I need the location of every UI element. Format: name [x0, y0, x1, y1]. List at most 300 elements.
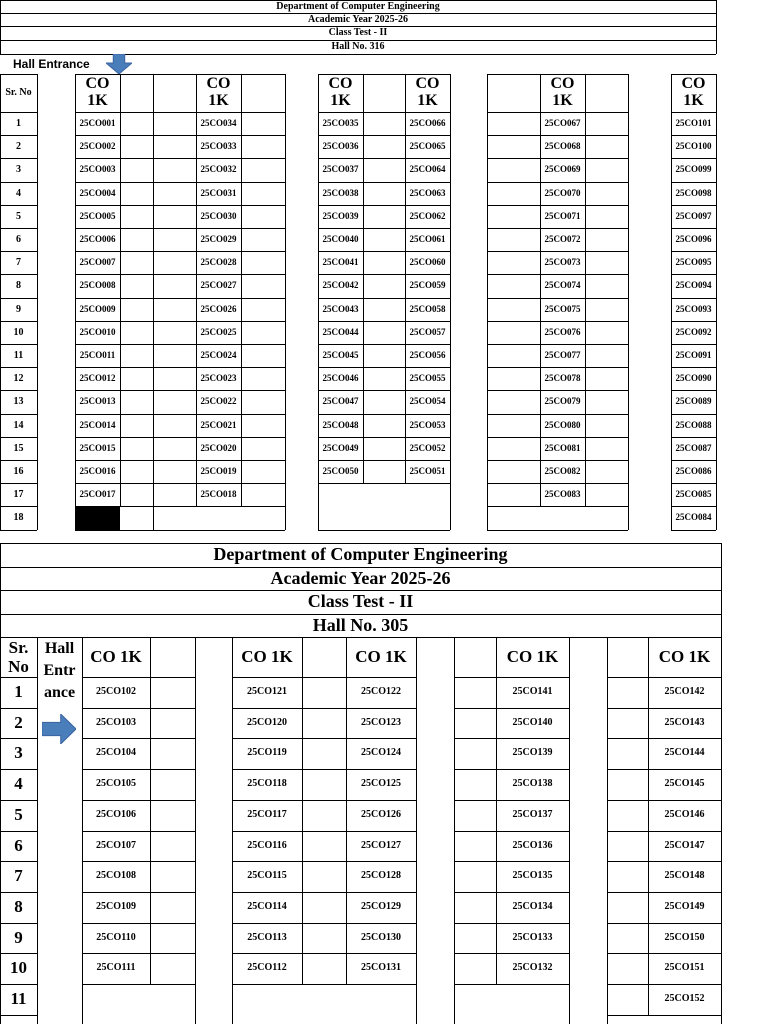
grid-line	[318, 530, 450, 531]
grid-line	[496, 800, 569, 801]
hall305-sr-number: 5	[14, 804, 23, 824]
grid-line	[540, 158, 585, 159]
grid-line	[75, 251, 120, 252]
hall305-sr-number: 8	[14, 896, 23, 916]
grid-line	[585, 158, 628, 159]
column-header-1k: 1K	[417, 92, 438, 109]
roll-number-cell: 25CO113	[247, 931, 287, 943]
roll-number-cell: 25CO062	[409, 210, 446, 221]
grid-line	[496, 708, 569, 709]
grid-line	[0, 530, 37, 531]
grid-line	[153, 390, 196, 391]
roll-number-cell: 25CO080	[544, 419, 581, 430]
roll-number-cell: 25CO010	[79, 326, 116, 337]
hall305-sr-number: 4	[14, 774, 23, 794]
grid-line	[232, 892, 302, 893]
roll-number-cell: 25CO005	[79, 210, 116, 221]
column-header-co-1k: CO 1K	[506, 647, 559, 666]
grid-line	[153, 414, 196, 415]
roll-number-cell: 25CO133	[512, 931, 553, 943]
grid-line	[346, 738, 416, 739]
grid-line	[487, 251, 540, 252]
grid-line	[648, 892, 721, 893]
roll-number-cell: 25CO038	[322, 187, 359, 198]
grid-line	[196, 298, 241, 299]
grid-line	[153, 530, 285, 531]
grid-line	[346, 677, 416, 678]
grid-line	[82, 953, 150, 954]
grid-line	[405, 112, 450, 113]
grid-line	[454, 923, 496, 924]
grid-line	[302, 831, 346, 832]
grid-line	[671, 321, 716, 322]
grid-line	[75, 274, 120, 275]
grid-line	[241, 112, 285, 113]
roll-number-cell: 25CO053	[409, 419, 446, 430]
grid-line	[454, 738, 496, 739]
hall316-sr-number: 5	[16, 210, 21, 222]
roll-number-cell: 25CO086	[675, 466, 712, 476]
grid-line	[585, 483, 628, 484]
hall305-hall-entrance-label: Entr	[43, 662, 76, 679]
grid-line	[405, 135, 450, 136]
grid-line	[585, 344, 628, 345]
grid-line	[241, 460, 285, 461]
grid-line	[318, 298, 363, 299]
grid-line	[153, 205, 196, 206]
roll-number-cell: 25CO129	[361, 900, 401, 912]
hall305-header-2: Academic Year 2025-26	[270, 567, 451, 588]
grid-line	[405, 460, 450, 461]
roll-number-cell: 25CO069	[544, 164, 581, 175]
roll-number-cell: 25CO056	[409, 350, 446, 360]
hall316-sr-header: Sr. No	[5, 87, 32, 98]
roll-number-cell: 25CO083	[544, 489, 581, 500]
roll-number-cell: 25CO099	[675, 164, 712, 175]
roll-number-cell: 25CO051	[409, 466, 446, 476]
grid-line	[153, 74, 154, 506]
grid-line	[318, 158, 363, 159]
grid-line	[196, 158, 241, 159]
empty-seat-marker	[75, 506, 120, 529]
grid-line	[454, 708, 496, 709]
roll-number-cell: 25CO015	[79, 442, 116, 453]
grid-line	[120, 228, 153, 229]
roll-number-cell: 25CO058	[409, 303, 446, 314]
grid-line	[607, 984, 648, 985]
grid-line	[196, 135, 241, 136]
column-header-co-1k: CO 1K	[241, 647, 293, 666]
grid-line	[648, 708, 721, 709]
roll-number-cell: 25CO063	[409, 187, 446, 198]
grid-line	[671, 437, 716, 438]
grid-line	[241, 344, 285, 345]
column-header-1k: 1K	[87, 92, 108, 109]
roll-number-cell: 25CO117	[247, 808, 287, 820]
grid-line	[496, 831, 569, 832]
grid-line	[150, 637, 151, 984]
roll-number-cell: 25CO054	[409, 396, 446, 407]
grid-line	[671, 506, 716, 507]
column-header-co: CO	[681, 75, 706, 92]
grid-line	[196, 182, 241, 183]
grid-line	[454, 800, 496, 801]
roll-number-cell: 25CO094	[675, 280, 712, 291]
grid-line	[540, 112, 585, 113]
grid-line	[540, 74, 541, 506]
roll-number-cell: 25CO119	[247, 747, 287, 759]
roll-number-cell: 25CO092	[675, 326, 712, 337]
grid-line	[153, 112, 196, 113]
roll-number-cell: 25CO037	[322, 164, 359, 175]
grid-line	[487, 274, 540, 275]
grid-line	[318, 182, 363, 183]
grid-line	[454, 831, 496, 832]
roll-number-cell: 25CO150	[664, 931, 705, 943]
grid-line	[671, 158, 716, 159]
grid-line	[196, 460, 241, 461]
grid-line	[346, 769, 416, 770]
grid-line	[671, 460, 716, 461]
grid-line	[487, 460, 540, 461]
grid-line	[241, 298, 285, 299]
grid-line	[195, 637, 196, 984]
column-header-co-1k: CO 1K	[658, 647, 711, 666]
grid-line	[196, 321, 241, 322]
grid-line	[153, 135, 196, 136]
grid-line	[540, 390, 585, 391]
roll-number-cell: 25CO093	[675, 303, 712, 314]
grid-line	[196, 205, 241, 206]
grid-line	[487, 437, 540, 438]
grid-line	[318, 135, 363, 136]
grid-line	[75, 298, 120, 299]
roll-number-cell: 25CO020	[200, 442, 237, 453]
roll-number-cell: 25CO012	[79, 373, 116, 384]
roll-number-cell: 25CO026	[200, 303, 237, 314]
roll-number-cell: 25CO123	[361, 716, 401, 728]
grid-line	[196, 228, 241, 229]
grid-line	[232, 769, 302, 770]
grid-line	[540, 414, 585, 415]
grid-line	[454, 892, 496, 893]
hall316-sr-number: 12	[13, 373, 24, 385]
hall316-header-1: Department of Computer Engineering	[276, 1, 440, 12]
grid-line	[153, 298, 196, 299]
grid-line	[671, 390, 716, 391]
grid-line	[671, 298, 716, 299]
grid-line	[496, 677, 569, 678]
grid-line	[120, 460, 153, 461]
grid-line	[585, 460, 628, 461]
grid-line	[716, 74, 717, 530]
grid-line	[487, 344, 540, 345]
grid-line	[487, 135, 540, 136]
roll-number-cell: 25CO143	[664, 716, 705, 728]
grid-line	[540, 321, 585, 322]
grid-line	[241, 483, 285, 484]
grid-line	[302, 738, 346, 739]
grid-line	[120, 135, 153, 136]
roll-number-cell: 25CO004	[79, 187, 116, 198]
grid-line	[232, 738, 302, 739]
grid-line	[318, 437, 363, 438]
hall316-sr-number: 4	[16, 187, 21, 199]
grid-line	[153, 182, 196, 183]
grid-line	[607, 892, 648, 893]
grid-line	[648, 831, 721, 832]
grid-line	[363, 251, 405, 252]
roll-number-cell: 25CO111	[96, 962, 136, 974]
grid-line	[150, 953, 195, 954]
hall305-sr-header-2: No	[8, 657, 29, 676]
grid-line	[405, 414, 450, 415]
grid-line	[150, 800, 195, 801]
grid-line	[153, 158, 196, 159]
header-border	[0, 543, 1, 637]
grid-line	[196, 483, 241, 484]
grid-line	[487, 112, 540, 113]
roll-number-cell: 25CO148	[664, 870, 705, 882]
grid-line	[585, 74, 586, 506]
roll-number-cell: 25CO013	[79, 396, 116, 407]
roll-number-cell: 25CO071	[544, 210, 581, 221]
grid-line	[607, 1015, 721, 1016]
roll-number-cell: 25CO034	[200, 118, 237, 128]
roll-number-cell: 25CO018	[200, 489, 237, 500]
grid-line	[150, 923, 195, 924]
roll-number-cell: 25CO019	[200, 466, 237, 476]
grid-line	[346, 953, 416, 954]
roll-number-cell: 25CO078	[544, 373, 581, 384]
roll-number-cell: 25CO040	[322, 234, 359, 244]
grid-line	[671, 414, 716, 415]
grid-line	[153, 460, 196, 461]
roll-number-cell: 25CO023	[200, 373, 237, 384]
grid-line	[75, 158, 120, 159]
grid-line	[405, 390, 450, 391]
grid-line	[241, 274, 285, 275]
grid-line	[302, 953, 346, 954]
grid-line	[82, 708, 150, 709]
grid-line	[363, 367, 405, 368]
grid-line	[405, 182, 450, 183]
grid-line	[607, 800, 648, 801]
roll-number-cell: 25CO039	[322, 210, 359, 221]
grid-line	[241, 251, 285, 252]
roll-number-cell: 25CO046	[322, 373, 359, 384]
hall305-sr-number: 7	[14, 866, 23, 886]
roll-number-cell: 25CO090	[675, 373, 712, 384]
grid-line	[82, 923, 150, 924]
roll-number-cell: 25CO073	[544, 257, 581, 268]
hall316-sr-number: 1	[16, 118, 21, 129]
grid-line	[487, 182, 540, 183]
grid-line	[487, 483, 540, 484]
roll-number-cell: 25CO114	[247, 900, 287, 912]
grid-line	[405, 298, 450, 299]
hall305-hall-entrance-label: Hall	[44, 640, 75, 657]
grid-line	[153, 344, 196, 345]
roll-number-cell: 25CO088	[675, 419, 712, 430]
roll-number-cell: 25CO035	[322, 118, 359, 128]
arrow-down-icon	[106, 54, 132, 74]
grid-line	[454, 953, 496, 954]
grid-line	[585, 228, 628, 229]
roll-number-cell: 25CO008	[79, 280, 116, 291]
grid-line	[82, 984, 195, 985]
grid-line	[82, 831, 150, 832]
roll-number-cell: 25CO077	[544, 350, 581, 360]
hall316-sr-number: 14	[13, 419, 24, 431]
roll-number-cell: 25CO132	[512, 962, 553, 974]
hall305-sr-number: 1	[14, 682, 23, 701]
grid-line	[150, 738, 195, 739]
roll-number-cell: 25CO029	[200, 234, 237, 244]
column-header-co: CO	[328, 75, 353, 92]
grid-line	[540, 205, 585, 206]
grid-line	[540, 135, 585, 136]
grid-line	[75, 367, 120, 368]
roll-number-cell: 25CO152	[664, 993, 705, 1004]
grid-line	[585, 205, 628, 206]
roll-number-cell: 25CO084	[675, 512, 712, 523]
roll-number-cell: 25CO137	[512, 808, 553, 820]
grid-line	[241, 228, 285, 229]
grid-line	[318, 251, 363, 252]
grid-line	[120, 390, 153, 391]
grid-line	[487, 321, 540, 322]
grid-line	[585, 367, 628, 368]
grid-line	[153, 367, 196, 368]
roll-number-cell: 25CO115	[247, 870, 287, 882]
grid-line	[648, 861, 721, 862]
grid-line	[346, 800, 416, 801]
grid-line	[346, 861, 416, 862]
grid-line	[487, 367, 540, 368]
grid-line	[487, 205, 540, 206]
roll-number-cell: 25CO120	[247, 716, 287, 728]
grid-line	[153, 437, 196, 438]
roll-number-cell: 25CO130	[361, 931, 401, 943]
roll-number-cell: 25CO001	[79, 118, 116, 128]
grid-line	[405, 344, 450, 345]
grid-line	[487, 506, 628, 507]
roll-number-cell: 25CO067	[544, 118, 581, 128]
grid-line	[628, 74, 629, 506]
grid-line	[648, 637, 649, 1015]
roll-number-cell: 25CO011	[79, 350, 116, 360]
roll-number-cell: 25CO107	[96, 839, 136, 851]
grid-line	[120, 74, 121, 506]
roll-number-cell: 25CO057	[409, 326, 446, 337]
roll-number-cell: 25CO060	[409, 257, 446, 268]
grid-line	[405, 274, 450, 275]
grid-line	[196, 414, 241, 415]
roll-number-cell: 25CO049	[322, 442, 359, 453]
roll-number-cell: 25CO136	[512, 839, 553, 851]
hall305-sr-number: 9	[14, 927, 23, 947]
grid-line	[302, 861, 346, 862]
roll-number-cell: 25CO007	[79, 257, 116, 268]
grid-line	[487, 298, 540, 299]
roll-number-cell: 25CO064	[409, 164, 446, 175]
roll-number-cell: 25CO087	[675, 442, 712, 453]
grid-line	[496, 953, 569, 954]
grid-line	[363, 135, 405, 136]
grid-line	[302, 769, 346, 770]
grid-line	[232, 953, 302, 954]
roll-number-cell: 25CO014	[79, 419, 116, 430]
roll-number-cell: 25CO085	[675, 489, 712, 500]
roll-number-cell: 25CO131	[361, 962, 401, 974]
hall316-sr-number: 10	[13, 326, 24, 338]
hall316-sr-number: 18	[13, 512, 24, 524]
grid-line	[75, 135, 120, 136]
roll-number-cell: 25CO116	[247, 839, 287, 851]
hall305-sr-number: 6	[14, 835, 23, 855]
roll-number-cell: 25CO065	[409, 141, 446, 152]
grid-line	[196, 112, 241, 113]
grid-line	[75, 321, 120, 322]
grid-line	[671, 228, 716, 229]
grid-line	[153, 251, 196, 252]
grid-line	[454, 984, 569, 985]
column-header-1k: 1K	[552, 92, 573, 109]
roll-number-cell: 25CO125	[361, 778, 401, 790]
grid-line	[648, 984, 721, 985]
grid-line	[120, 437, 153, 438]
grid-line	[75, 182, 120, 183]
grid-line	[671, 135, 716, 136]
grid-line	[363, 390, 405, 391]
grid-line	[363, 274, 405, 275]
grid-line	[585, 135, 628, 136]
grid-line	[496, 923, 569, 924]
hall305-sr-number: 11	[10, 989, 27, 1008]
roll-number-cell: 25CO041	[322, 257, 359, 268]
roll-number-cell: 25CO081	[544, 442, 581, 453]
roll-number-cell: 25CO102	[96, 686, 136, 697]
roll-number-cell: 25CO068	[544, 141, 581, 152]
grid-line	[232, 861, 302, 862]
grid-line	[196, 437, 241, 438]
roll-number-cell: 25CO089	[675, 396, 712, 407]
roll-number-cell: 25CO096	[675, 234, 712, 244]
grid-line	[454, 677, 496, 678]
roll-number-cell: 25CO122	[361, 686, 401, 697]
grid-line	[120, 298, 153, 299]
roll-number-cell: 25CO149	[664, 900, 705, 912]
hall316-header-3: Class Test - II	[328, 27, 388, 38]
grid-line	[454, 861, 496, 862]
roll-number-cell: 25CO135	[512, 870, 553, 882]
grid-line	[346, 708, 416, 709]
grid-line	[496, 738, 569, 739]
roll-number-cell: 25CO045	[322, 350, 359, 360]
roll-number-cell: 25CO121	[247, 686, 287, 697]
grid-line	[241, 74, 242, 506]
roll-number-cell: 25CO017	[79, 489, 116, 500]
grid-line	[540, 344, 585, 345]
roll-number-cell: 25CO118	[247, 778, 287, 790]
grid-line	[648, 953, 721, 954]
roll-number-cell: 25CO048	[322, 419, 359, 430]
grid-line	[569, 637, 570, 984]
grid-line	[363, 205, 405, 206]
grid-line	[318, 367, 363, 368]
grid-line	[540, 460, 585, 461]
